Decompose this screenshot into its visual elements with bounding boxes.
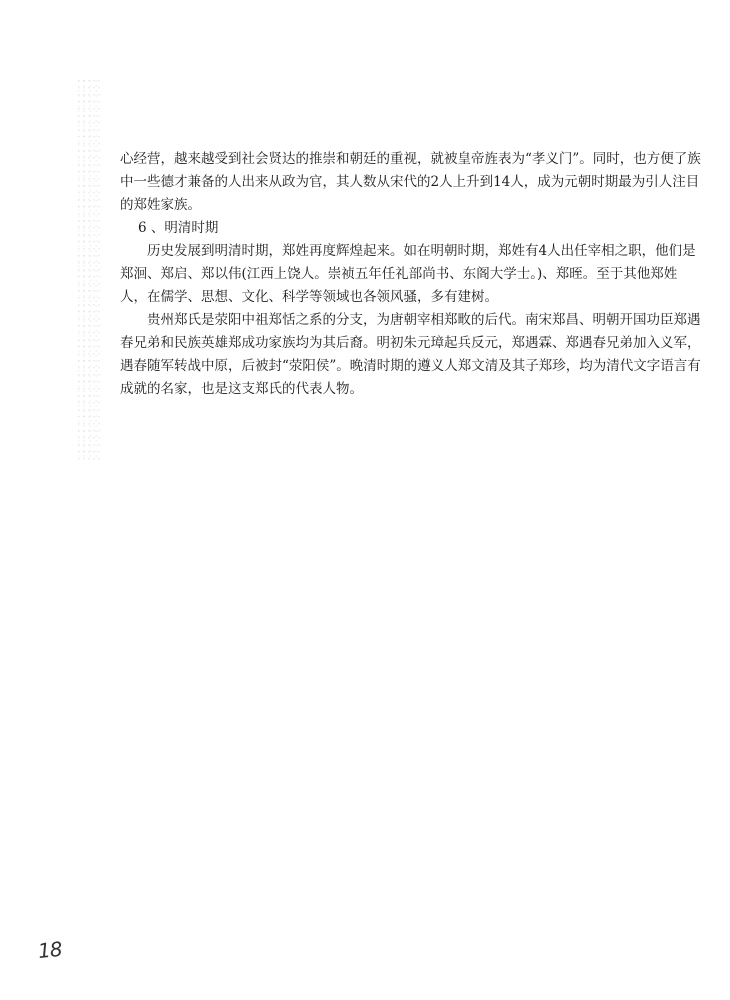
paragraph-guizhou-zheng: 贵州郑氏是荥阳中祖郑恬之系的分支，为唐朝宰相郑畋的后代。南宋郑昌、明朝开国功臣郑遇春兄弟和民族英雄郑成功家族均为其后裔。明初朱元璋起兵反元，郑遇霖、郑遇春兄弟加入义军，遇春随军转战中原，后被封“荥阳侯”。晚清时期的遵义人郑文清及其子郑珍，均为清代文字语言有成就的名家，也是这支郑氏的代表人物。 [120, 312, 701, 397]
section-heading-ming-qing: 6 、明清时期 [138, 220, 219, 236]
handwritten-page-number: 18 [36, 936, 63, 964]
scan-edge-noise [78, 80, 100, 460]
paragraph-yuan-period: 心经营，越来越受到社会贤达的推崇和朝廷的重视，就被皇帝旌表为“孝义门”。同时，也方便了族中一些德才兼备的人出来从政为官，其人数从宋代的2人上升到14人，成为元朝时期最为引人注目的郑姓家族。 [120, 151, 701, 213]
document-body [120, 148, 702, 401]
paragraph-ming-qing: 历史发展到明清时期，郑姓再度辉煌起来。如在明朝时期，郑姓有4人出任宰相之职，他们是郑洄、郑启、郑以伟(江西上饶人。崇祯五年任礼部尚书、东阁大学士。)、郑晊。至于其他郑姓人，在儒学、思想、文化、科学等领域也各领风骚，多有建树。 [120, 243, 696, 305]
